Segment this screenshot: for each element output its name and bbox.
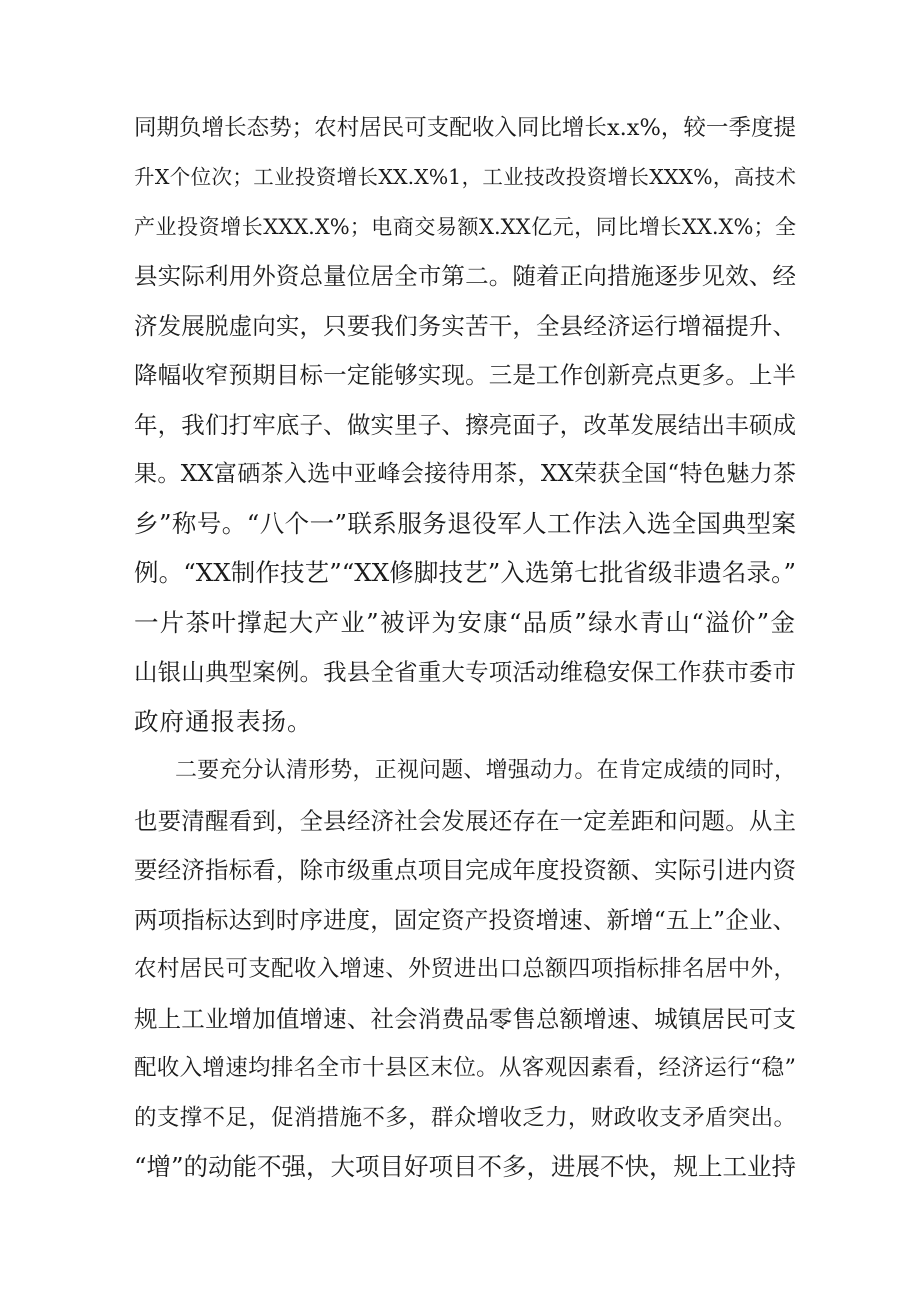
paragraph-2-line-3: 要经济指标看，除市级重点项目完成年度投资额、实际引进内资 <box>134 856 796 884</box>
paragraph-1-line-9: 乡”称号。“八个一”联系服务退役军人工作法入选全国典型案 <box>134 509 796 538</box>
paragraph-1-line-3: 产业投资增长XXX.X%；电商交易额X.XX亿元，同比增长XX.X%；全 <box>134 215 796 239</box>
paragraph-2-line-9: “增”的动能不强，大项目好项目不多，进展不快，规上工业持 <box>134 1152 797 1181</box>
paragraph-1-line-7: 年，我们打牢底子、做实里子、擦亮面子，改革发展结出丰硕成 <box>134 411 796 439</box>
paragraph-1-line-12: 山银山典型案例。我县全省重大专项活动维稳安保工作获市委市 <box>134 658 796 686</box>
paragraph-2-line-4: 两项指标达到时序进度，固定资产投资增速、新增“五上”企业、 <box>134 906 796 934</box>
paragraph-1-line-11: 一片茶叶撑起大产业”被评为安康“品质”绿水青山“溢价”金 <box>134 608 796 637</box>
paragraph-1-line-4: 县实际利用外资总量位居全市第二。随着正向措施逐步见效、经 <box>134 262 796 290</box>
paragraph-2-line-2: 也要清醒看到，全县经济社会发展还存在一定差距和问题。从主 <box>134 807 796 835</box>
paragraph-1-line-8: 果。XX富硒茶入选中亚峰会接待用茶，XX荣获全国“特色魅力茶 <box>134 461 796 487</box>
paragraph-2-line-7: 配收入增速均排名全市十县区末位。从客观因素看，经济运行“稳” <box>134 1055 796 1081</box>
paragraph-1-line-2: 升X个位次；工业投资增长XX.X%1，工业技改投资增长XXX%，高技术 <box>134 165 796 189</box>
paragraph-1-line-13: 政府通报表扬。 <box>134 707 313 736</box>
paragraph-2-line-6: 规上工业增加值增速、社会消费品零售总额增速、城镇居民可支 <box>134 1005 796 1033</box>
paragraph-2-line-8: 的支撑不足，促消措施不多，群众增收乏力，财政收支矛盾突出。 <box>134 1105 796 1131</box>
paragraph-1-line-10: 例。“XX制作技艺”“XX修脚技艺”入选第七批省级非遗名录。” <box>134 558 796 587</box>
paragraph-1-line-1: 同期负增长态势；农村居民可支配收入同比增长x.x%，较一季度提 <box>134 115 796 141</box>
paragraph-1-line-6: 降幅收窄预期目标一定能够实现。三是工作创新亮点更多。上半 <box>134 361 796 389</box>
paragraph-2-line-5: 农村居民可支配收入增速、外贸进出口总额四项指标排名居中外， <box>134 956 796 982</box>
paragraph-1-line-5: 济发展脱虚向实，只要我们务实苦干，全县经济运行增福提升、 <box>134 312 796 340</box>
paragraph-2-line-1: 二要充分认清形势，正视问题、增强动力。在肯定成绩的同时， <box>175 758 796 783</box>
